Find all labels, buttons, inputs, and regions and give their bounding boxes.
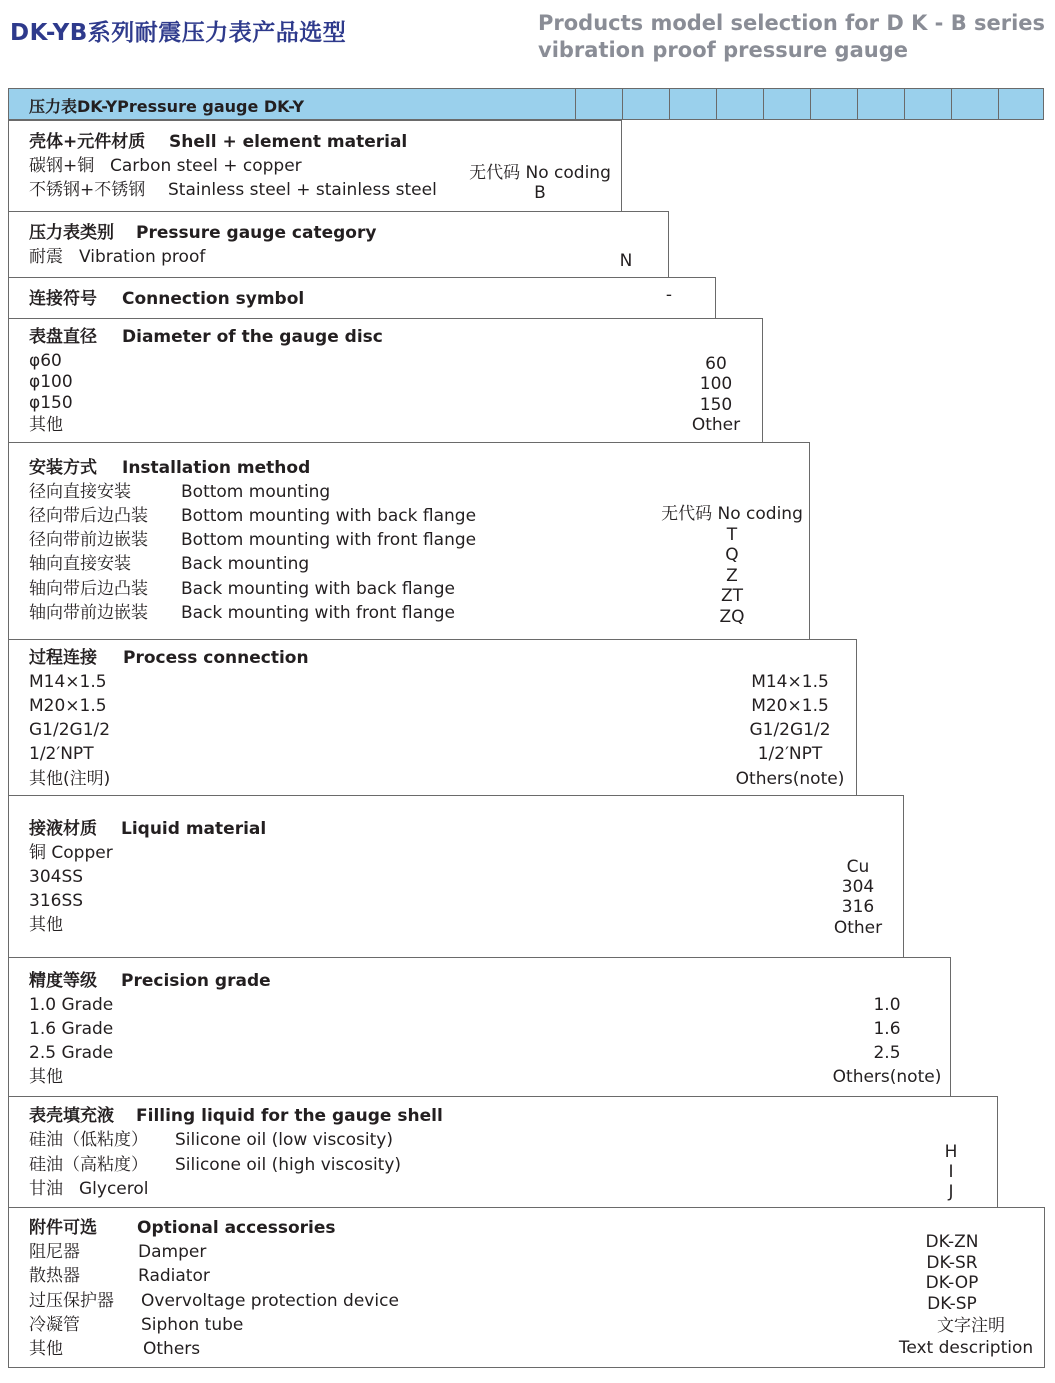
section-gauge-diameter [8, 318, 763, 443]
option-code: 无代码 No coding [469, 163, 611, 183]
section-optional-accessories [8, 1207, 1045, 1368]
section-process-connection [8, 639, 857, 796]
option-code: 150 [699, 395, 733, 415]
option-en: Back mounting [181, 554, 310, 574]
option-code: Others(note) [832, 1067, 942, 1087]
option-code: - [665, 285, 673, 305]
section-shell-material [8, 120, 622, 212]
section-title-en: Pressure gauge category [136, 223, 377, 243]
option-cn: 不锈钢+不锈钢 [29, 180, 146, 200]
section-title-en: Filling liquid for the gauge shell [136, 1106, 443, 1126]
option-cn: 甘油 [29, 1179, 63, 1199]
option-cn: 硅油（高粘度） [29, 1155, 148, 1175]
option-en: Bottom mounting with front flange [181, 530, 477, 550]
section-title-cn: 表盘直径 [29, 327, 97, 347]
option-label: 2.5 Grade [29, 1043, 114, 1063]
option-label: 其他 [29, 415, 63, 435]
option-label: M20×1.5 [29, 696, 107, 716]
section-title-en: Installation method [122, 458, 311, 478]
option-en: Back mounting with front flange [181, 603, 456, 623]
option-label: 其他 [29, 915, 63, 935]
option-label: 铜 Copper [29, 843, 113, 863]
page-title-cn: DK-YB系列耐震压力表产品选型 [10, 20, 347, 46]
option-code: DK-ZN [925, 1232, 979, 1252]
option-cn: 冷凝管 [29, 1315, 80, 1335]
code-cell [857, 88, 904, 120]
option-en: Bottom mounting [181, 482, 331, 502]
option-code: Other [691, 415, 741, 435]
option-en: Overvoltage protection device [141, 1291, 399, 1311]
option-code: 无代码 No coding [661, 504, 803, 524]
option-cn: 阻尼器 [29, 1242, 80, 1262]
code-cell [575, 88, 622, 120]
section-title-en: Optional accessories [137, 1218, 336, 1238]
option-code: DK-SP [927, 1294, 977, 1314]
option-code: H [944, 1142, 958, 1162]
section-title-cn: 安装方式 [29, 458, 97, 478]
section-title-cn: 连接符号 [29, 289, 97, 309]
option-cn: 轴向带后边凸装 [29, 579, 148, 599]
section-title-en: Precision grade [121, 971, 271, 991]
page-title-en-line1: Products model selection for D K - B series [538, 11, 1046, 35]
option-cn: 轴向带前边嵌装 [29, 603, 148, 623]
option-cn: 径向直接安装 [29, 482, 131, 502]
option-code: 1/2′NPT [757, 744, 823, 764]
option-code: Others(note) [735, 769, 845, 789]
page-title-en [538, 10, 1048, 64]
option-code: DK-OP [925, 1273, 979, 1293]
option-cn: 径向带前边嵌装 [29, 530, 148, 550]
section-title-cn: 精度等级 [29, 971, 97, 991]
option-en: Vibration proof [79, 247, 206, 267]
option-cn: 碳钢+铜 [29, 156, 95, 176]
option-code: J [948, 1182, 954, 1202]
option-en: Carbon steel + copper [110, 156, 302, 176]
option-en: Siphon tube [141, 1315, 244, 1335]
section-title-cn: 压力表类别 [29, 223, 114, 243]
option-code: 1.0 [873, 995, 901, 1015]
option-label: 其他(注明) [29, 769, 111, 789]
section-title-cn: 接液材质 [29, 819, 97, 839]
section-liquid-material [8, 795, 904, 958]
section-title-en: Process connection [123, 648, 309, 668]
option-label: φ60 [29, 351, 62, 371]
option-code: M20×1.5 [751, 696, 829, 716]
section-title-cn: 附件可选 [29, 1218, 97, 1238]
option-code: Cu [846, 857, 870, 877]
code-cell [904, 88, 951, 120]
section-title-en: Shell + element material [169, 132, 408, 152]
option-label: 316SS [29, 891, 84, 911]
option-en: Glycerol [79, 1179, 149, 1199]
section-precision-grade [8, 957, 951, 1097]
option-code: 60 [705, 354, 727, 374]
option-cn: 径向带后边凸装 [29, 506, 148, 526]
option-code: Q [725, 545, 739, 565]
option-code: M14×1.5 [751, 672, 829, 692]
table-header-label: 压力表DK-YPressure gauge DK-Y [29, 97, 305, 116]
code-cell [622, 88, 669, 120]
option-code: 2.5 [873, 1043, 901, 1063]
option-code: ZT [720, 586, 744, 606]
code-cell [810, 88, 857, 120]
option-label: 1.0 Grade [29, 995, 114, 1015]
option-code: 1.6 [873, 1019, 901, 1039]
option-code: Other [833, 918, 883, 938]
option-code: B [534, 183, 546, 203]
section-title-en: Diameter of the gauge disc [122, 327, 383, 347]
option-en: Others [143, 1339, 201, 1359]
option-code: 100 [699, 374, 733, 394]
option-code: 304 [841, 877, 875, 897]
section-connection-symbol [8, 277, 716, 319]
option-en: Stainless steel + stainless steel [168, 180, 437, 200]
code-cell [763, 88, 810, 120]
option-label: φ150 [29, 393, 73, 413]
code-cell [998, 88, 1045, 120]
option-code: T [726, 525, 738, 545]
option-en: Damper [138, 1242, 207, 1262]
option-cn: 硅油（低粘度） [29, 1130, 148, 1150]
option-label: φ100 [29, 372, 73, 392]
section-title-cn: 过程连接 [29, 648, 97, 668]
section-installation-method [8, 442, 810, 640]
option-code: 文字注明 [937, 1316, 1005, 1336]
option-code: G1/2G1/2 [749, 720, 831, 740]
option-code: N [619, 251, 633, 271]
option-en: Radiator [138, 1266, 210, 1286]
option-code: I [948, 1162, 954, 1182]
section-title-en: Connection symbol [122, 289, 305, 309]
option-en: Back mounting with back flange [181, 579, 455, 599]
option-label: 1/2′NPT [29, 744, 94, 764]
option-code: ZQ [719, 607, 745, 627]
option-label: M14×1.5 [29, 672, 107, 692]
option-cn: 过压保护器 [29, 1291, 114, 1311]
option-code: Z [726, 566, 738, 586]
option-code-extra: Text description [898, 1338, 1034, 1358]
section-title-cn: 壳体+元件材质 [29, 132, 146, 152]
option-en: Silicone oil (low viscosity) [175, 1130, 393, 1150]
option-cn: 其他 [29, 1339, 63, 1359]
section-title-cn: 表壳填充液 [29, 1106, 114, 1126]
page-title-en-line2: vibration proof pressure gauge [538, 38, 908, 62]
table-header-bar [8, 88, 1044, 120]
option-label: G1/2G1/2 [29, 720, 111, 740]
option-cn: 耐震 [29, 247, 63, 267]
code-cell [716, 88, 763, 120]
section-title-en: Liquid material [121, 819, 267, 839]
option-en: Bottom mounting with back flange [181, 506, 477, 526]
option-en: Silicone oil (high viscosity) [175, 1155, 402, 1175]
section-filling-liquid [8, 1096, 998, 1208]
code-cell [951, 88, 998, 120]
code-cell [669, 88, 716, 120]
option-label: 1.6 Grade [29, 1019, 114, 1039]
option-label: 其他 [29, 1067, 63, 1087]
option-cn: 散热器 [29, 1266, 80, 1286]
option-code: DK-SR [926, 1253, 978, 1273]
option-code: 316 [841, 897, 875, 917]
option-label: 304SS [29, 867, 84, 887]
option-cn: 轴向直接安装 [29, 554, 131, 574]
section-gauge-category [8, 211, 669, 278]
